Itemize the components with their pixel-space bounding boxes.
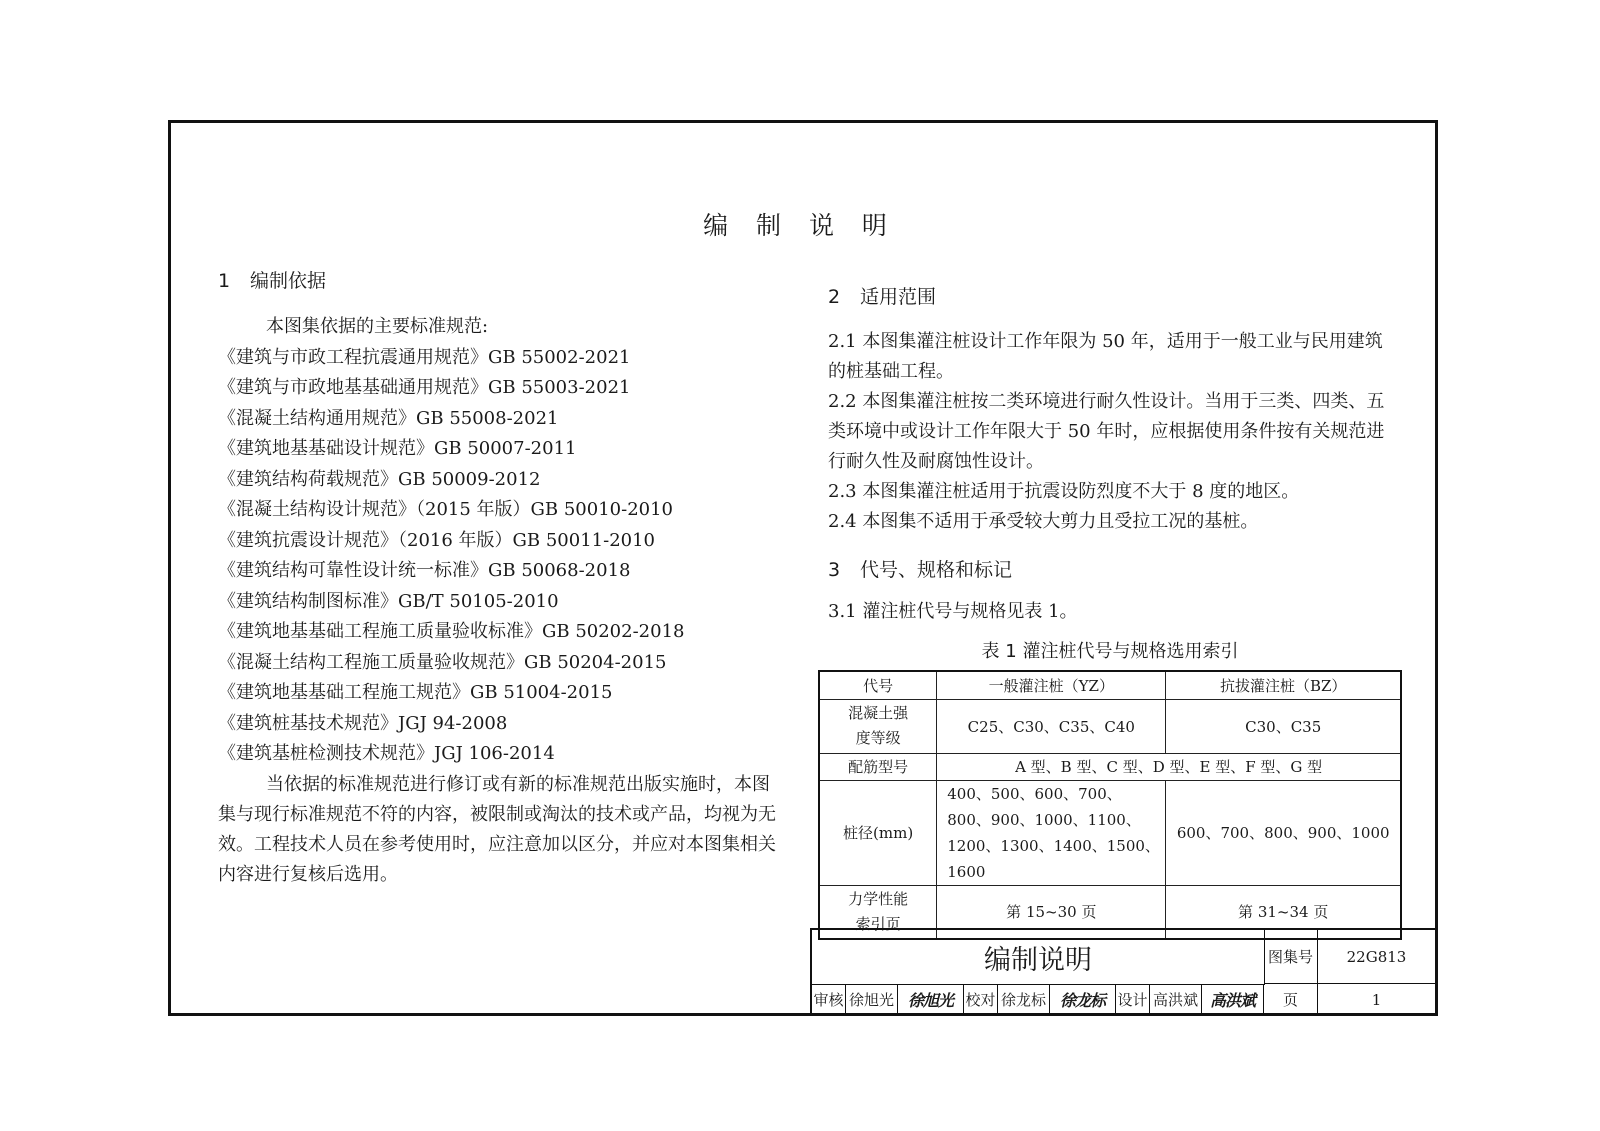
page-label: 页: [1264, 984, 1318, 1016]
table-caption: 表 1 灌注桩代号与规格选用索引: [981, 641, 1239, 662]
page-title: 编 制 说 明: [703, 211, 897, 240]
row-label: 力学性能索引页: [819, 885, 937, 939]
standard-item: 《建筑桩基技术规范》JGJ 94-2008: [218, 712, 508, 734]
section-title: 代号、规格和标记: [860, 559, 1013, 581]
section-title: 编制依据: [250, 270, 327, 292]
atlas-label: 图集号: [1264, 930, 1318, 984]
table-header-row: [819, 671, 1401, 699]
scope-item: 2.3 本图集灌注桩适用于抗震设防烈度不大于 8 度的地区。: [828, 481, 1300, 502]
table-row: [819, 780, 1401, 885]
section-1-body: [218, 312, 783, 890]
designer-name: 高洪斌: [1150, 984, 1202, 1016]
check-label: 校对: [964, 984, 998, 1016]
design-label: 设计: [1116, 984, 1150, 1016]
spec-table: [818, 670, 1402, 940]
atlas-number: 22G813: [1318, 930, 1436, 984]
section-number: 3: [828, 559, 841, 581]
checker-name: 徐龙标: [998, 984, 1050, 1016]
table-row: [819, 699, 1401, 753]
section-2-heading: [828, 282, 936, 309]
reviewer-signature: 徐旭光: [898, 984, 964, 1016]
table-cell: A 型、B 型、C 型、D 型、E 型、F 型、G 型: [937, 753, 1401, 780]
row-label: 混凝土强度等级: [819, 699, 937, 753]
table-cell: 600、700、800、900、1000: [1166, 780, 1401, 885]
row-label: 桩径(mm): [819, 780, 937, 885]
section-3-body: [828, 597, 1393, 627]
section-2-body: [828, 327, 1393, 537]
section-1-heading: [218, 266, 326, 293]
section-number: 2: [828, 286, 841, 308]
row-label: 配筋型号: [819, 753, 937, 780]
standard-item: 《混凝土结构设计规范》（2015 年版）GB 50010-2010: [218, 499, 674, 520]
title-block: [810, 928, 1438, 1016]
table-cell: C30、C35: [1166, 699, 1401, 753]
standard-item: 《建筑与市政地基基础通用规范》GB 55003-2021: [218, 377, 631, 398]
table-cell: 第 15~30 页: [937, 885, 1166, 939]
standard-item: 《建筑结构制图标准》GB/T 50105-2010: [218, 590, 559, 612]
section-number: 1: [218, 270, 231, 292]
standards-intro: 本图集依据的主要标准规范:: [266, 316, 489, 337]
table-cell: 400、500、600、700、800、900、1000、1100、1200、1300、1400、1500、1600: [937, 780, 1166, 885]
page-number: 1: [1318, 984, 1436, 1016]
scope-item: 2.2 本图集灌注桩按二类环境进行耐久性设计。当用于三类、四类、五类环境中或设计工作年限大于 50 年时，应根据使用条件按有关规范进行耐久性及耐腐蚀性设计。: [828, 391, 1385, 472]
table-cell: C25、C30、C35、C40: [937, 699, 1166, 753]
drawing-title: 编制说明: [812, 930, 1265, 985]
standard-item: 《建筑与市政工程抗震通用规范》GB 55002-2021: [218, 346, 631, 368]
reviewer-name: 徐旭光: [846, 984, 898, 1016]
section-title: 适用范围: [860, 286, 937, 308]
standard-item: 《建筑地基基础工程施工规范》GB 51004-2015: [218, 682, 613, 703]
standard-item: 《建筑结构荷载规范》GB 50009-2012: [218, 468, 541, 490]
table-row: [819, 753, 1401, 780]
header-cell: 一般灌注桩（YZ）: [937, 671, 1166, 699]
standard-item: 《建筑地基基础工程施工质量验收标准》GB 50202-2018: [218, 621, 685, 642]
header-cell: 代号: [819, 671, 937, 699]
scope-item: 2.1 本图集灌注桩设计工作年限为 50 年，适用于一般工业与民用建筑的桩基础工程。: [828, 331, 1383, 382]
standard-item: 《建筑抗震设计规范》（2016 年版）GB 50011-2010: [218, 529, 656, 551]
review-label: 审核: [812, 984, 846, 1016]
standard-item: 《建筑地基基础设计规范》GB 50007-2011: [218, 438, 577, 459]
header-cell: 抗拔灌注桩（BZ）: [1166, 671, 1401, 699]
code-item: 3.1 灌注桩代号与规格见表 1。: [828, 601, 1078, 622]
checker-signature: 徐龙标: [1050, 984, 1116, 1016]
section-3-heading: [828, 555, 1012, 582]
standard-item: 《混凝土结构通用规范》GB 55008-2021: [218, 407, 559, 429]
standard-item: 《混凝土结构工程施工质量验收规范》GB 50204-2015: [218, 651, 667, 673]
standard-item: 《建筑结构可靠性设计统一标准》GB 50068-2018: [218, 560, 631, 581]
scope-item: 2.4 本图集不适用于承受较大剪力且受拉工况的基桩。: [828, 511, 1259, 532]
revision-note: 当依据的标准规范进行修订或有新的标准规范出版实施时，本图集与现行标准规范不符的内容，被限制或淘汰的技术或产品，均视为无效。工程技术人员在参考使用时，应注意加以区分，并应对本图集相关内容进行复核后选用。: [218, 773, 776, 885]
designer-signature: 高洪斌: [1202, 984, 1264, 1016]
standard-item: 《建筑基桩检测技术规范》JGJ 106-2014: [218, 743, 555, 764]
table-cell: 第 31~34 页: [1166, 885, 1401, 939]
